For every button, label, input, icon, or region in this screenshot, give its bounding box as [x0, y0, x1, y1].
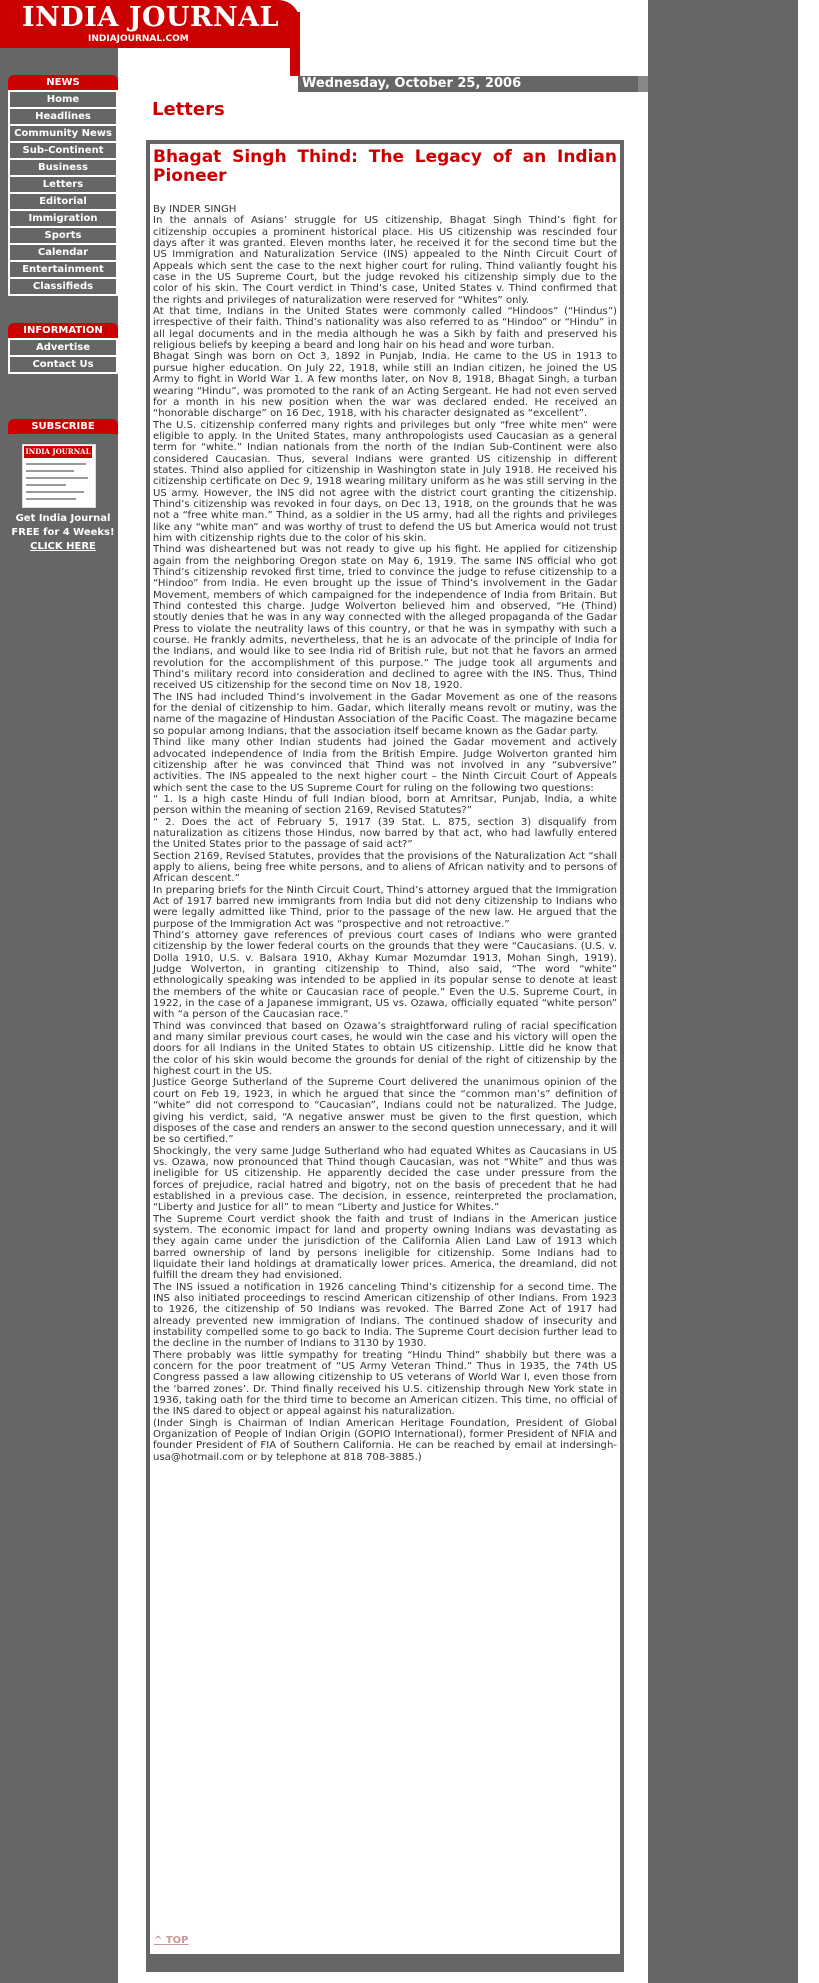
thumbnail-text-line	[26, 477, 88, 479]
article-paragraph: Section 2169, Revised Statutes, provides that the provisions of the Naturalization Act “shall apply to aliens, being free white persons, and to aliens of African nativity and to persons of African descent.”	[153, 850, 617, 885]
nav-item-business[interactable]: Business	[10, 160, 116, 177]
date-bar: Wednesday, October 25, 2006	[298, 76, 648, 92]
article-title: Bhagat Singh Thind: The Legacy of an Indian Pioneer	[153, 147, 617, 186]
left-rail	[0, 0, 8, 1983]
author-note: (Inder Singh is Chairman of Indian American Heritage Foundation, President of Global Organization of People of Indian Origin (GOPIO International), former President of NFIA and founder President of FIA of Southern California. He can be reached by email at indersingh-usa@hotmail.com or by telephone at 818 708-3885.)	[153, 1417, 617, 1463]
subscribe-heading: SUBSCRIBE	[8, 419, 118, 434]
article-paragraph: The U.S. citizenship conferred many rights and privileges but only “free white men” were eligible to apply. In the United States, many anthropologists used Caucasian as a general term for “white.” Indian nationals from the north of the Indian Sub-Continent were also considered Caucasian. Thus, several Indians were granted US citizenship in different states. Thind also applied for citizenship in Washington state in July 1918. He received his citizenship certificate on Dec 9, 1918 wearing military uniform as he was still serving in the US army. However, the INS did not agree with the district court granting the citizenship. Thind’s citizenship was revoked in four days, on Dec 13, 1918, on the grounds that he was not a “free white man.” Thind, as a soldier in the US army, had all the rights and privileges like any “white man” and was worthy of trust to defend the US but America would not trust him with citizenship rights due to the color of his skin.	[153, 419, 617, 544]
article-paragraph: Thind was disheartened but was not ready to give up his fight. He applied for citizenship again from the neighboring Oregon state on May 6, 1919. The same INS official who got Thind’s citizenship revoked first time, tried to convince the judge to refuse citizenship to a “Hindoo” from India. He even brought up the issue of Thind’s involvement in the Gadar Movement, members of which campaigned for the independence of India from Britain. But Thind contested this charge. Judge Wolverton believed him and observed, “He (Thind) stoutly denies that he was in any way connected with the alleged propaganda of the Gadar Press to violate the neutrality laws of this country, or that he was in sympathy with such a course. He frankly admits, nevertheless, that he is an advocate of the principle of India for the Indians, and would like to see India rid of British rule, but not that he favors an armed revolution for the accomplishment of this purpose.” The judge took all arguments and Thind’s military record into consideration and declined to agree with the INS. Thus, Thind received US citizenship for the second time on Nov 18, 1920.	[153, 544, 617, 692]
nav-item-advertise[interactable]: Advertise	[10, 340, 116, 357]
back-to-top-link[interactable]: ^ TOP	[154, 1935, 189, 1946]
nav-item-home[interactable]: Home	[10, 92, 116, 109]
right-rail-cap	[648, 75, 790, 1983]
masthead-tail	[290, 12, 300, 76]
article-paragraph: The INS had included Thind’s involvement in the Gadar Movement as one of the reasons for the denial of citizenship to him. Gadar, which literally means revolt or mutiny, was the name of the magazine of Hindustan Association of the Pacific Coast. The magazine became so popular among Indians, that the association itself became known as the Gadar party.	[153, 691, 617, 737]
nav-item-headlines[interactable]: Headlines	[10, 109, 116, 126]
thumbnail-text-line	[26, 484, 66, 486]
article-paragraph: In preparing briefs for the Ninth Circuit Court, Thind’s attorney argued that the Immigration Act of 1917 barred new immigrants from India but did not deny citizenship to Indians who were legally admitted like Thind, prior to the passage of the new law. He argued that the purpose of the Immigration Act was “prospective and not retroactive.”	[153, 884, 617, 930]
thumbnail-text-line	[26, 463, 86, 465]
nav-item-immigration[interactable]: Immigration	[10, 211, 116, 228]
masthead-url: INDIAJOURNAL.COM	[88, 34, 189, 44]
article-paragraph: Thind like many other Indian students had joined the Gadar movement and actively advocated independence of India from the British Empire. Judge Wolverton granted him citizenship after he was convinced that Thind was not involved in any “subversive” activities. The INS appealed to the next higher court – the Ninth Circuit Court of Appeals which sent the case to the US Supreme Court for ruling on the following two questions:	[153, 737, 617, 794]
article-body	[153, 204, 617, 1463]
sidebar-background	[8, 0, 118, 1983]
article-paragraph: In the annals of Asians’ struggle for US citizenship, Bhagat Singh Thind’s fight for citizenship occupies a prominent historical place. His US citizenship was rescinded four days after it was granted. Eleven months later, he received it for the second time but the US Immigration and Naturalization Service (INS) appealed to the Ninth Circuit Court of Appeals which sent the case to the next higher court for ruling. Thind valiantly fought his case in the US Supreme Court, but the judge revoked his citizenship simply due to the color of his skin. The Court verdict in Thind’s case, United States v. Thind confirmed that the rights and privileges of naturalization were reserved for “Whites” only.	[153, 215, 617, 306]
nav-item-sports[interactable]: Sports	[10, 228, 116, 245]
subscribe-click-here-link[interactable]: CLICK HERE	[30, 541, 96, 552]
nav-item-classifieds[interactable]: Classifieds	[10, 279, 116, 296]
thumbnail-text-line	[26, 470, 74, 472]
thumbnail-text-line	[26, 498, 76, 500]
subscribe-promo	[8, 512, 118, 554]
nav-item-entertainment[interactable]: Entertainment	[10, 262, 116, 279]
news-nav	[8, 90, 118, 296]
nav-item-community-news[interactable]: Community News	[10, 126, 116, 143]
thumbnail-text-line	[26, 491, 84, 493]
date-bar-end	[638, 76, 648, 92]
subscribe-line-1: Get India Journal	[15, 513, 111, 524]
nav-item-letters[interactable]: Letters	[10, 177, 116, 194]
nav-item-calendar[interactable]: Calendar	[10, 245, 116, 262]
article-paragraph: There probably was little sympathy for treating “Hindu Thind” shabbily but there was a concern for the poor treatment of “US Army Veteran Thind.” Thus in 1935, the 74th US Congress passed a law allowing citizenship to US veterans of World War I, even those from the ‘barred zones’. Dr. Thind finally received his U.S. citizenship through New York state in 1936, taking oath for the third time to become an American citizen. This time, no official of the INS dared to object or appeal against his naturalization.	[153, 1349, 617, 1418]
nav-item-editorial[interactable]: Editorial	[10, 194, 116, 211]
information-heading: INFORMATION	[8, 323, 118, 338]
newspaper-thumbnail-title: INDIA JOURNAL	[25, 447, 91, 456]
article-paragraph: “ 2. Does the act of February 5, 1917 (39 Stat. L. 875, section 3) disqualify from naturalization as citizens those Hindus, now barred by that act, who had lawfully entered the United States prior to the passage of said act?”	[153, 816, 617, 851]
nav-item-contact-us[interactable]: Contact Us	[10, 357, 116, 374]
nav-item-sub-continent[interactable]: Sub-Continent	[10, 143, 116, 160]
news-heading: NEWS	[8, 75, 118, 90]
article-paragraph: Shockingly, the very same Judge Sutherland who had equated Whites as Caucasians in US vs. Ozawa, now pronounced that Thind though Caucasian, was not “White” and thus was ineligible for US citizenship. He apparently decided the case under pressure from the forces of prejudice, racial hatred and bigotry, not on the basis of precedent that he had established in a previous case. The decision, in essence, reinterpreted the proclamation, “Liberty and Justice for all” to mean “Liberty and Justice for Whites.”	[153, 1145, 617, 1214]
masthead-logo[interactable]: INDIA JOURNAL	[22, 2, 280, 33]
article-paragraph: Bhagat Singh was born on Oct 3, 1892 in Punjab, India. He came to the US in 1913 to pursue higher education. On July 22, 1918, while still an Indian citizen, he joined the US Army to fight in World War 1. A few months later, on Nov 8, 1918, Bhagat Singh, a turban wearing “Hindu”, was promoted to the rank of an Acting Sergeant. He had not even served for a month in his new position when the war was declared ended. He received an “honorable discharge” on 16 Dec, 1918, with his character designated as “excellent”.	[153, 351, 617, 420]
article-paragraph: “ 1. Is a high caste Hindu of full Indian blood, born at Amritsar, Punjab, India, a white person within the meaning of section 2169, Revised Statutes?”	[153, 793, 617, 817]
information-nav	[8, 338, 118, 374]
article-paragraph: At that time, Indians in the United States were commonly called “Hindoos” (“Hindus”) irrespective of their faith. Thind’s nationality was also referred to as “Hindoo” or “Hindu” in all legal documents and in the media although he was a Sikh by faith and preserved his religious beliefs by keeping a beard and long hair on his head and wore turban.	[153, 306, 617, 352]
article-paragraph: Justice George Sutherland of the Supreme Court delivered the unanimous opinion of the court on Feb 19, 1923, in which he argued that since the “common man’s” definition of “white” did not correspond to “Caucasian”, Indians could not be naturalized. The Judge, giving his verdict, said, “A negative answer must be given to the first question, which disposes of the case and renders an answer to the second question unnecessary, and it will be so certified.”	[153, 1077, 617, 1146]
article-paragraph: Thind was convinced that based on Ozawa’s straightforward ruling of racial specification and many similar previous court cases, he would win the case and his victory will open the doors for all Indians in the United States to obtain US citizenship. Little did he know that the color of his skin would become the grounds for denial of the right of citizenship by the highest court in the US.	[153, 1020, 617, 1078]
article-byline: By INDER SINGH	[153, 204, 237, 215]
article-paragraph: Thind’s attorney gave references of previous court cases of Indians who were granted citizenship by the lower federal courts on the grounds that they were “Caucasians. (U.S. v. Dolla 1910, U.S. v. Balsara 1910, Akhay Kumar Mozumdar 1913, Mohan Singh, 1919). Judge Wolverton, in granting citizenship to Thind, also said, “The word “white” ethnologically speaking was intended to be applied in its popular sense to denote at least the members of the white or Caucasian race of people.” Even the U.S. Supreme Court, in 1922, in the case of a Japanese immigrant, US vs. Ozawa, officially equated “white person” with “a person of the Caucasian race.”	[153, 930, 617, 1021]
subscribe-line-2: FREE for 4 Weeks!	[11, 527, 115, 538]
article-paragraph: The Supreme Court verdict shook the faith and trust of Indians in the American justice system. The economic impact for land and property owning Indians was devastating as they again came under the jurisdiction of the California Alien Land Law of 1913 which barred ownership of land by persons ineligible for citizenship. Some Indians had to liquidate their land holdings at dramatically lower prices. America, the dreamland, did not fulfill the dream they had envisioned.	[153, 1213, 617, 1282]
page-title: Letters	[152, 99, 225, 120]
article-paragraph: The INS issued a notification in 1926 canceling Thind’s citizenship for a second time. The INS also initiated proceedings to rescind American citizenship of other Indians. From 1923 to 1926, the citizenship of 50 Indians was revoked. The Barred Zone Act of 1917 had already prevented new immigration of Indians. The continued shadow of insecurity and instability compelled some to go back to India. The Supreme Court decision further lead to the decline in the number of Indians to 3130 by 1930.	[153, 1281, 617, 1350]
